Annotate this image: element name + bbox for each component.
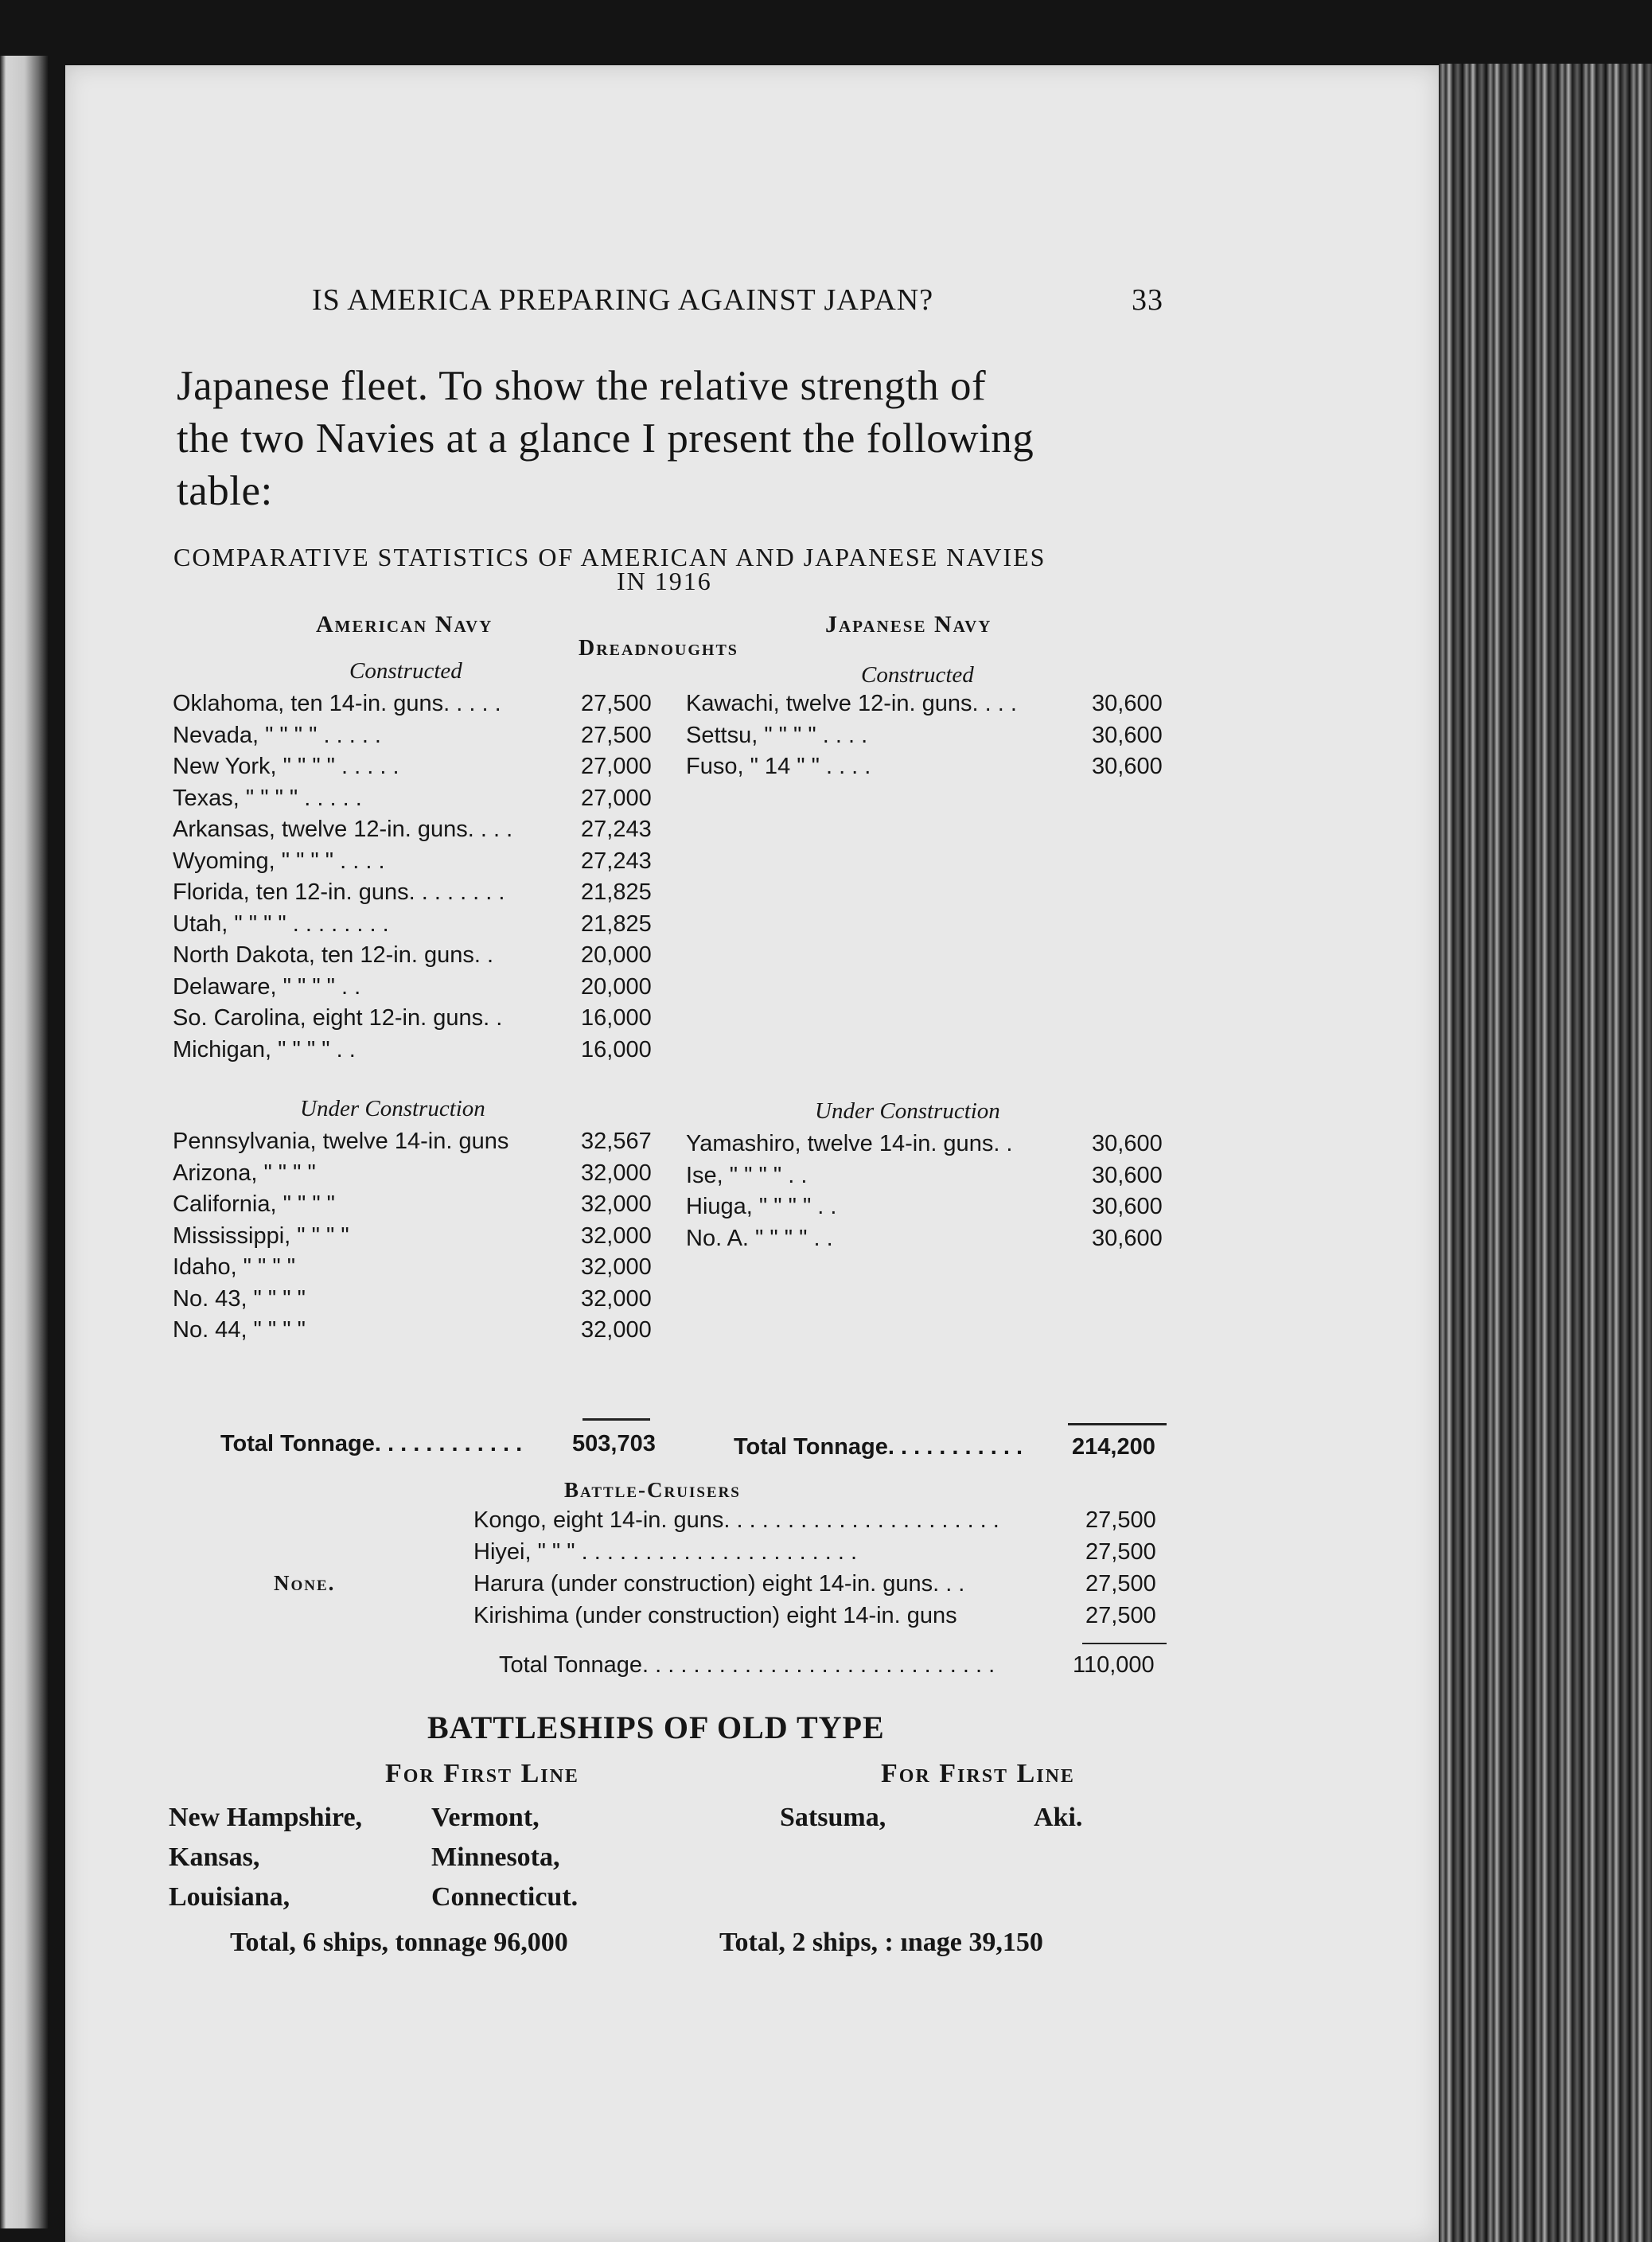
ship-tonnage: 27,500 bbox=[1085, 1571, 1156, 1597]
ship-name: Ise, " " " " . . bbox=[686, 1162, 808, 1188]
american-total-rule bbox=[582, 1418, 650, 1421]
ship-tonnage: 21,825 bbox=[581, 879, 652, 905]
ship-tonnage: 32,000 bbox=[581, 1285, 652, 1312]
ship-tonnage: 32,000 bbox=[581, 1222, 652, 1249]
ship-tonnage: 30,600 bbox=[1092, 1194, 1163, 1219]
old-american-total: Total, 6 ships, tonnage 96,000 bbox=[230, 1928, 568, 1957]
ship-name: Delaware, " " " " . . bbox=[173, 973, 361, 1000]
old-japanese-total: Total, 2 ships, : ınage 39,150 bbox=[719, 1928, 1043, 1957]
american-total-value: 503,703 bbox=[572, 1431, 656, 1456]
japanese-constructed-label: Constructed bbox=[861, 662, 974, 688]
ship-tonnage: 32,567 bbox=[581, 1129, 652, 1154]
ship-name: Yamashiro, twelve 14-in. guns. . bbox=[686, 1131, 1013, 1156]
intro-line-2: the two Navies at a glance I present the following bbox=[177, 415, 1034, 462]
old-american-ship-5: Minnesota, bbox=[431, 1842, 560, 1872]
ship-name: Michigan, " " " " . . bbox=[173, 1036, 356, 1063]
ship-tonnage: 27,243 bbox=[581, 817, 652, 842]
ship-name: No. A. " " " " . . bbox=[686, 1225, 833, 1251]
japanese-total-label: Total Tonnage. . . . . . . . . . . bbox=[734, 1434, 1023, 1460]
ship-tonnage: 27,000 bbox=[581, 754, 652, 779]
ship-name: Harura (under construction) eight 14-in. guns. . . bbox=[473, 1571, 965, 1597]
ship-tonnage: 27,500 bbox=[581, 691, 652, 716]
japanese-total-rule bbox=[1068, 1423, 1167, 1425]
ship-name: California, " " " " bbox=[173, 1191, 335, 1217]
ship-tonnage: 20,000 bbox=[581, 973, 652, 1000]
ship-name: Texas, " " " " . . . . . bbox=[173, 785, 362, 811]
ship-tonnage: 32,000 bbox=[581, 1254, 652, 1280]
ship-tonnage: 30,600 bbox=[1092, 1131, 1163, 1156]
ship-tonnage: 27,500 bbox=[1085, 1507, 1156, 1533]
old-japanese-ship-2: Aki. bbox=[1034, 1803, 1083, 1832]
ship-name: Pennsylvania, twelve 14-in. guns bbox=[173, 1129, 509, 1154]
battle-cruisers-total-value: 110,000 bbox=[1073, 1652, 1155, 1678]
ship-name: Mississippi, " " " " bbox=[173, 1222, 349, 1249]
japanese-total-value: 214,200 bbox=[1072, 1434, 1155, 1460]
japanese-first-line-heading: For First Line bbox=[881, 1759, 1075, 1788]
ship-tonnage: 32,000 bbox=[581, 1160, 652, 1186]
old-japanese-ship-1: Satsuma, bbox=[780, 1803, 886, 1832]
battle-cruisers-total-label: Total Tonnage. . . . . . . . . . . . . . . . . . . . . . . . . . . . bbox=[499, 1652, 995, 1678]
american-under-construction-label: Under Construction bbox=[300, 1096, 485, 1121]
american-constructed-label: Constructed bbox=[349, 658, 462, 684]
dreadnoughts-heading: Dreadnoughts bbox=[579, 636, 738, 661]
ship-tonnage: 30,600 bbox=[1092, 722, 1163, 748]
table-caption-line-1: COMPARATIVE STATISTICS OF AMERICAN AND JAPANESE NAVIES bbox=[173, 543, 1046, 571]
ship-name: Oklahoma, ten 14-in. guns. . . . . bbox=[173, 691, 501, 716]
running-head-title: IS AMERICA PREPARING AGAINST JAPAN? bbox=[312, 283, 934, 317]
book-page-edges-right bbox=[1439, 64, 1652, 2242]
ship-tonnage: 32,000 bbox=[581, 1317, 652, 1343]
old-american-ship-2: Kansas, bbox=[169, 1842, 260, 1872]
ship-tonnage: 16,000 bbox=[581, 1036, 652, 1063]
ship-tonnage: 27,500 bbox=[1085, 1603, 1156, 1628]
ship-name: Idaho, " " " " bbox=[173, 1254, 296, 1280]
ship-name: Wyoming, " " " " . . . . bbox=[173, 848, 385, 874]
ship-name: Kongo, eight 14-in. guns. . . . . . . . . . . . . . . . . . . . . . bbox=[473, 1507, 999, 1533]
ship-tonnage: 27,243 bbox=[581, 848, 652, 874]
japanese-navy-heading: Japanese Navy bbox=[825, 611, 992, 638]
ship-tonnage: 20,000 bbox=[581, 942, 652, 968]
japanese-under-construction-label: Under Construction bbox=[815, 1098, 1000, 1124]
ship-name: Settsu, " " " " . . . . bbox=[686, 722, 868, 748]
ship-tonnage: 30,600 bbox=[1092, 691, 1163, 716]
ship-tonnage: 30,600 bbox=[1092, 1225, 1163, 1251]
ship-tonnage: 16,000 bbox=[581, 1005, 652, 1031]
page-number: 33 bbox=[1132, 283, 1163, 317]
ship-name: So. Carolina, eight 12-in. guns. . bbox=[173, 1005, 503, 1031]
ship-name: No. 43, " " " " bbox=[173, 1285, 306, 1312]
ship-name: No. 44, " " " " bbox=[173, 1317, 306, 1343]
ship-name: Nevada, " " " " . . . . . bbox=[173, 722, 381, 748]
ship-tonnage: 27,500 bbox=[581, 722, 652, 748]
ship-name: North Dakota, ten 12-in. guns. . bbox=[173, 942, 493, 968]
old-battleships-heading: BATTLESHIPS OF OLD TYPE bbox=[427, 1710, 885, 1745]
ship-tonnage: 27,000 bbox=[581, 785, 652, 811]
ship-name: Arkansas, twelve 12-in. guns. . . . bbox=[173, 817, 513, 842]
ship-name: Florida, ten 12-in. guns. . . . . . . . bbox=[173, 879, 505, 905]
ship-name: Fuso, " 14 " " . . . . bbox=[686, 754, 871, 779]
ship-tonnage: 30,600 bbox=[1092, 1162, 1163, 1188]
ship-name: New York, " " " " . . . . . bbox=[173, 754, 399, 779]
ship-name: Hiuga, " " " " . . bbox=[686, 1194, 837, 1219]
ship-name: Hiyei, " " " . . . . . . . . . . . . . . . . . . . . . . bbox=[473, 1539, 858, 1565]
ship-tonnage: 21,825 bbox=[581, 910, 652, 937]
old-american-ship-1: New Hampshire, bbox=[169, 1803, 363, 1832]
old-american-ship-6: Connecticut. bbox=[431, 1882, 579, 1912]
ship-tonnage: 30,600 bbox=[1092, 754, 1163, 779]
american-total-label: Total Tonnage. . . . . . . . . . . . bbox=[220, 1431, 523, 1456]
book-spine-left bbox=[0, 56, 49, 2228]
american-navy-heading: American Navy bbox=[316, 611, 493, 638]
battle-cruisers-total-rule bbox=[1082, 1643, 1167, 1644]
book-page bbox=[65, 65, 1439, 2242]
battle-cruisers-heading: Battle-Cruisers bbox=[564, 1478, 741, 1502]
american-first-line-heading: For First Line bbox=[385, 1759, 579, 1788]
ship-name: Kirishima (under construction) eight 14-in. guns bbox=[473, 1603, 957, 1628]
ship-name: Utah, " " " " . . . . . . . . bbox=[173, 910, 389, 937]
old-american-ship-3: Louisiana, bbox=[169, 1882, 290, 1912]
ship-name: Arizona, " " " " bbox=[173, 1160, 316, 1186]
american-battle-cruisers-none: None. bbox=[274, 1571, 336, 1595]
ship-tonnage: 32,000 bbox=[581, 1191, 652, 1217]
table-caption-line-2: IN 1916 bbox=[617, 567, 712, 595]
ship-name: Kawachi, twelve 12-in. guns. . . . bbox=[686, 691, 1017, 716]
old-american-ship-4: Vermont, bbox=[431, 1803, 540, 1832]
intro-line-1: Japanese fleet. To show the relative strength of bbox=[177, 363, 987, 409]
intro-line-3: table: bbox=[177, 468, 273, 514]
ship-tonnage: 27,500 bbox=[1085, 1539, 1156, 1565]
